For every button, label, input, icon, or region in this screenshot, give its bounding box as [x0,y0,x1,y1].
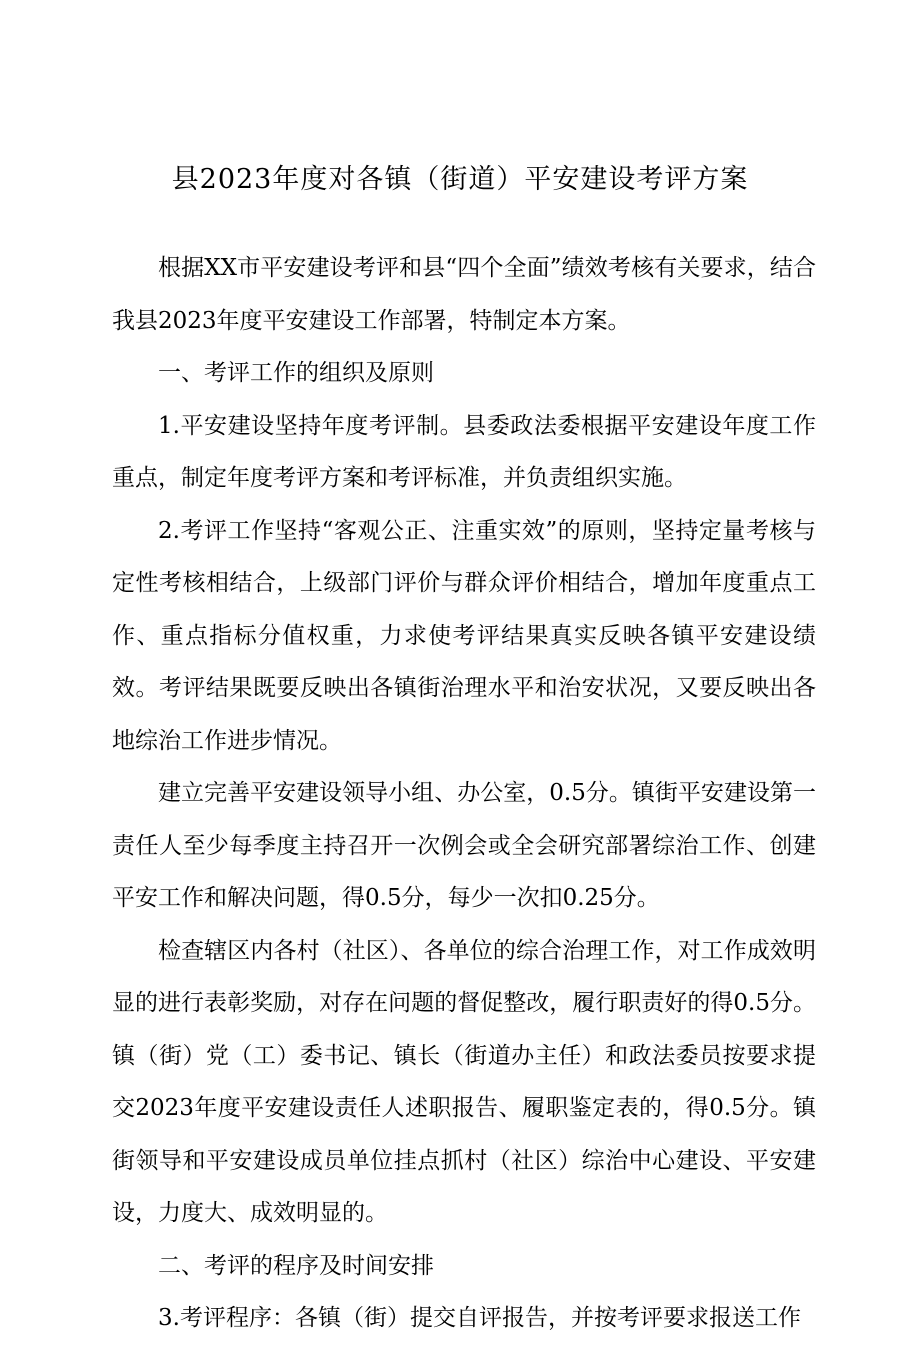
paragraph-item-3: 3.考评程序：各镇（街）提交自评报告，并按考评要求报送工作 [158,1305,801,1331]
paragraph-intro: 根据XX市平安建设考评和县“四个全面”绩效考核有关要求，结合我县2023年度平安建设工作部署，特制定本方案。 [112,255,816,334]
paragraph-leadership: 建立完善平安建设领导小组、办公室，0.5分。镇街平安建设第一责任人至少每季度主持召开一次例会或全会研究部署综治工作、创建平安工作和解决问题，得0.5分，每少一次扣0.25分。 [112,780,816,911]
paragraph-inspection: 检查辖区内各村（社区）、各单位的综合治理工作，对工作成效明显的进行表彰奖励，对存在问题的督促整改，履行职责好的得0.5分。镇（街）党（工）委书记、镇长（街道办主任）和政法委员按要求提交2023年度平安建设责任人述职报告、履职鉴定表的，得0.5分。镇街领导和平安建设成员单位挂点抓村（社区）综治中心建设、平安建设，力度大、成效明显的。 [112,937,816,1226]
paragraph-item-1: 1.平安建设坚持年度考评制。县委政法委根据平安建设年度工作重点，制定年度考评方案和考评标准，并负责组织实施。 [112,412,816,491]
document-title: 县2023年度对各镇（街道）平安建设考评方案 [171,164,749,195]
document-body [112,242,816,1345]
section-heading-2: 二、考评的程序及时间安排 [158,1252,434,1279]
section-heading-1: 一、考评工作的组织及原则 [158,360,434,386]
paragraph-item-2: 2.考评工作坚持“客观公正、注重实效”的原则，坚持定量考核与定性考核相结合，上级部门评价与群众评价相结合，增加年度重点工作、重点指标分值权重，力求使考评结果真实反映各镇平安建设绩效。考评结果既要反映出各镇街治理水平和治安状况，又要反映出各地综治工作进步情况。 [112,517,816,754]
